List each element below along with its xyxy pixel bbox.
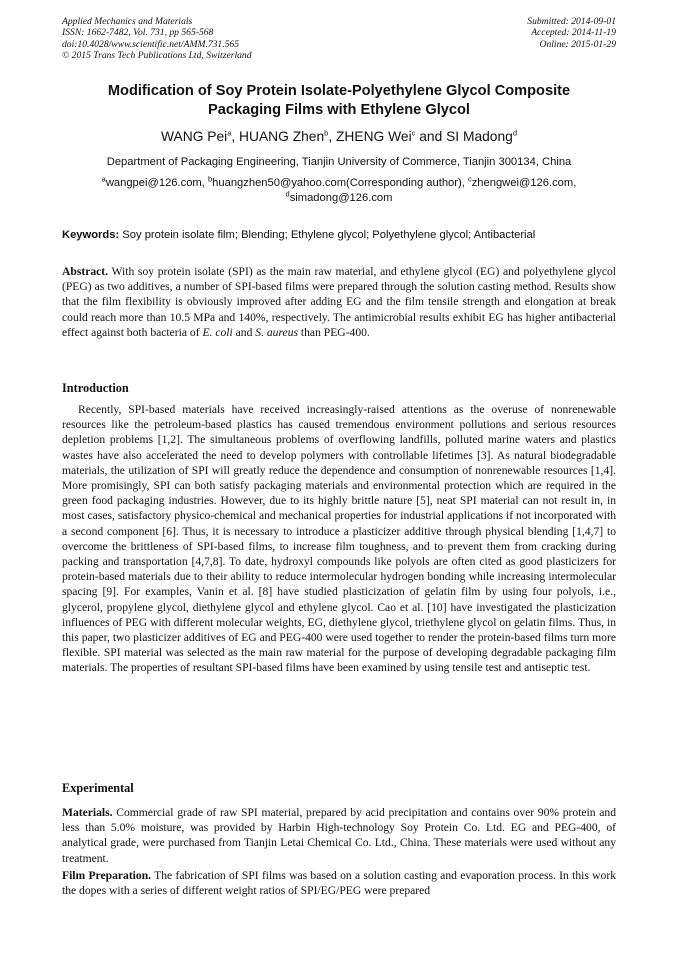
- materials-label: Materials.: [62, 806, 113, 819]
- author-4-sup: d: [512, 128, 517, 138]
- email-2[interactable]: huangzhen50@yahoo.com(Corresponding author),: [212, 177, 468, 189]
- author-4: SI Madong: [446, 129, 513, 144]
- author-2-sup: b: [324, 128, 329, 138]
- film-preparation-label: Film Preparation.: [62, 869, 152, 882]
- keywords-text: Soy protein isolate film; Blending; Ethylene glycol; Polyethylene glycol; Antibacterial: [119, 229, 536, 241]
- online-date: Online: 2015-01-29: [539, 38, 616, 50]
- email-4-sup: d: [285, 188, 290, 198]
- email-2-sup: b: [207, 174, 213, 184]
- keywords-label: Keywords:: [62, 229, 120, 241]
- issn-line: ISSN: 1662-7482, Vol. 731, pp 565-568: [62, 27, 214, 39]
- copyright-line: © 2015 Trans Tech Publications Ltd, Switzerland: [62, 50, 252, 62]
- email-1[interactable]: wangpei@126.com,: [105, 177, 208, 189]
- title-line-1: Modification of Soy Protein Isolate-Polyethylene Glycol Composite: [107, 83, 571, 99]
- email-3[interactable]: zhengwei@126.com,: [471, 177, 577, 189]
- dates-info: [527, 16, 616, 50]
- film-preparation-text: The fabrication of SPI films was based on a solution casting and evaporation process. In this work the dopes with a series of different weight ratios of SPI/EG/PEG were prepared: [62, 869, 616, 898]
- journal-name: Applied Mechanics and Materials: [62, 16, 193, 27]
- accepted-date: Accepted: 2014-11-19: [531, 27, 616, 39]
- abstract-end: than PEG-400.: [298, 325, 370, 339]
- journal-header: [62, 16, 616, 64]
- abstract-ecoli: E. coli: [202, 325, 233, 339]
- author-3: ZHENG Wei: [336, 129, 412, 144]
- journal-info: [62, 16, 252, 62]
- experimental-heading: Experimental: [62, 781, 134, 795]
- abstract-text: With soy protein isolate (SPI) as the main raw material, and ethylene glycol (EG) and polyethylene glycol (PEG) as two additives, a number of SPI-based films were prepared through the solution casting method. Results show that the film flexibility is obviously improved after adding EG and the film tensile strength and elongation at break could reach more than 10.5 MPa and 140%, respectively. The antimicrobial results exhibit EG has higher antibacterial effect against both bacteria of: [62, 265, 616, 339]
- doi-line: doi:10.4028/www.scientific.net/AMM.731.565: [62, 38, 240, 50]
- email-1-sup: a: [101, 174, 106, 184]
- author-2: HUANG Zhen: [239, 129, 325, 144]
- author-1: WANG Pei: [161, 129, 228, 144]
- film-preparation-paragraph: [62, 868, 616, 898]
- email-3-sup: c: [467, 174, 472, 184]
- keywords-section: [62, 228, 616, 242]
- paper-title: [62, 82, 616, 119]
- submitted-date: Submitted: 2014-09-01: [527, 16, 616, 27]
- author-emails: [62, 176, 616, 205]
- abstract-label: Abstract.: [62, 265, 109, 278]
- email-4[interactable]: simadong@126.com: [289, 191, 393, 204]
- materials-text: Commercial grade of raw SPI material, prepared by acid precipitation and contains over 90% protein and less than 5.0% moisture, was provided by Harbin High-technology Soy Protein Co. Ltd. EG and PEG-400, of analytical grade, were purchased from Tianjin Letai Chemical Co. Ltd., China. These materials were used without any treatment.: [62, 806, 616, 865]
- introduction-paragraph: Recently, SPI-based materials have received increasingly-raised attentions as the overuse of nonrenewable resources like the petroleum-based plastics has caused tremendous environment pollutions and serious resources depletion problems [1,2]. The simultaneous problems of overflowing landfills, polluted marine waters and plastics wastes have also accelerated the need to develop polymers with controllable lifetimes [3]. As natural biodegradable materials, the utilization of SPI will greatly reduce the dependence and consumption of nonrenewable resources [1,4]. More promisingly, SPI can both satisfy packaging materials and environmental protection which are required in the green food packaging industries. However, due to its highly brittle nature [5], neat SPI material can not result in, in most cases, satisfactory physico-chemical and mechanical properties for industrial applications if not incorporated with a second component [6]. Thus, it is necessary to introduce a plasticizer additive through physical blending [1,4,7] to overcome the brittleness of SPI-based films, to increase film toughness, and to prevent them from cracking during packing and transportation [4,7,8]. To date, hydroxyl compounds like polyols are often cited as good plasticizers for protein-based materials due to their ability to reduce intermolecular hydrogen bonding while increasing intermolecular spacing [9]. For examples, Vanin et al. [8] have studied plasticization of gelatin film by using four polyols, i.e., glycerol, propylene glycol, diethylene glycol and ethylene glycol. Cao et al. [10] have investigated the plasticization influences of PEG with different molecular weights, EG, diethylene glycol, triethylene glycol on gelatin films. Thus, in this paper, two plasticizer additives of EG and PEG-400 were used together to render the protein-based films turn more flexible. SPI material was selected as the main raw material for the purpose of developing degradable packaging film materials. The properties of resultant SPI-based films have been examined by using tensile test and antiseptic test.: [62, 403, 616, 675]
- author-3-sup: c: [411, 128, 416, 138]
- abstract-paragraph: [62, 264, 616, 340]
- abstract-saureus: S. aureus: [255, 325, 299, 339]
- affiliation: Department of Packaging Engineering, Tianjin University of Commerce, Tianjin 300134, China: [106, 156, 572, 168]
- materials-paragraph: [62, 805, 616, 866]
- author-1-sup: a: [227, 128, 232, 138]
- abstract-and: and: [232, 325, 256, 339]
- title-line-2: Packaging Films with Ethylene Glycol: [208, 101, 470, 118]
- author-list: WANG Pei$^a$, HUANG Zhen$^b$, ZHENG Wei$^c$ and SI Madong$^d$: [161, 128, 517, 144]
- author-and: and: [415, 129, 447, 144]
- introduction-heading: Introduction: [62, 381, 129, 395]
